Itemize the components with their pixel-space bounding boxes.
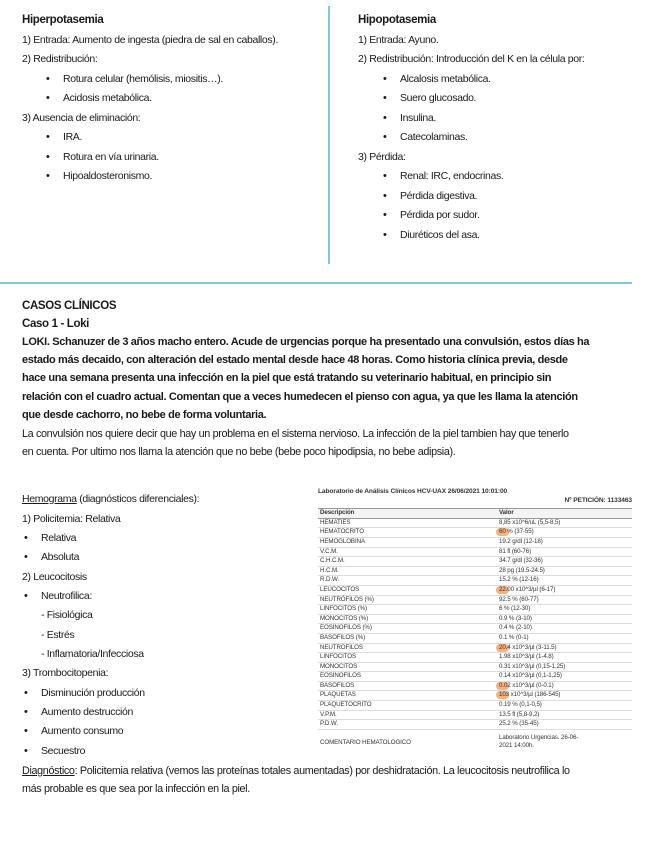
- lab-row-name: NEUTRÓFILOS (%): [320, 595, 374, 603]
- casos-heading: CASOS CLÍNICOS: [22, 300, 117, 312]
- hemograma-bullet: • Secuestro: [41, 743, 85, 759]
- lab-peticion: Nº PETICIÓN: 1133463: [564, 496, 632, 504]
- lab-row: [318, 519, 632, 529]
- lab-col-val: Valor: [499, 509, 514, 517]
- diagnostico-text-2: más probable es que sea por la infección en la piel.: [22, 783, 250, 795]
- lab-row-value: 20.4 x10^3/µl (3-11.5): [499, 643, 557, 651]
- lab-row-name: BASOFILOS: [320, 681, 355, 689]
- lab-row: [318, 548, 632, 558]
- lab-row-value: 15.2 % (12-16): [499, 576, 539, 584]
- lab-report: [318, 488, 632, 756]
- diagnostico: [22, 763, 570, 779]
- hiper-bullet: • IRA.: [63, 129, 82, 145]
- lab-row-name: HEMATOCRITO: [320, 528, 364, 536]
- vertical-divider: [328, 6, 330, 264]
- lab-row-name: BASOFILOS (%): [320, 633, 366, 641]
- lab-row-value: 28 pg (19.5-24.5): [499, 566, 545, 574]
- lab-row-name: LEUCOCITOS: [320, 585, 360, 593]
- hiper-line: 1) Entrada: Aumento de ingesta (piedra de sal en caballos).: [22, 34, 279, 46]
- hemograma-bullet: • Aumento consumo: [41, 723, 123, 739]
- lab-row-name: C.H.C.M.: [320, 557, 345, 565]
- lab-comment-name: COMENTARIO HEMATOLOGICO: [320, 738, 411, 746]
- lab-row: [318, 567, 632, 577]
- lab-row: [318, 653, 632, 663]
- lab-row-name: LINFOCITOS (%): [320, 605, 367, 613]
- lab-row: [318, 576, 632, 586]
- hemograma-bullet: • Disminución producción: [41, 685, 145, 701]
- caso-text: LOKI. Schanuzer de 3 años macho entero. Acude de urgencias porque ha presentado una convulsión, estos días ha: [22, 336, 590, 348]
- lab-rows: [318, 519, 632, 730]
- lab-row-value: 1.98 x10^3/µl (1-4.8): [499, 653, 554, 661]
- hemograma-bullet: • Relativa: [41, 530, 76, 546]
- hemograma-bullet: • Aumento destrucción: [41, 704, 133, 720]
- lab-row-value: 13.5 fl (5,8-9,2): [499, 710, 540, 718]
- lab-row-value: 92.5 % (60-77): [499, 595, 539, 603]
- lab-row-value: 0.9 % (3-10): [499, 614, 532, 622]
- lab-row-name: MONOCITOS: [320, 662, 358, 670]
- hemograma-item: 3) Trombocitopenia:: [22, 667, 109, 679]
- lab-row: [318, 557, 632, 567]
- lab-row-value: 6 % (12-30): [499, 605, 531, 613]
- lab-row-value: 19.2 g/dl (12-18): [499, 537, 543, 545]
- lab-row-value: 60 % (37-55): [499, 528, 534, 536]
- hipo-bullet: • Diuréticos del asa.: [400, 227, 480, 243]
- hipo-line: 3) Pérdida:: [358, 151, 406, 163]
- hemograma-subitem: - Inflamatoria/Infecciosa: [41, 648, 144, 660]
- lab-row: [318, 586, 632, 596]
- lab-row-value: 0.4 % (2-10): [499, 624, 532, 632]
- hemograma-bullet: • Absoluta: [41, 549, 79, 565]
- hemograma-title-rest: (diagnósticos diferenciales):: [76, 493, 200, 505]
- lab-row-value: 81 fl (60-76): [499, 547, 532, 555]
- hipo-line: 2) Redistribución: Introducción del K en la célula por:: [358, 53, 585, 65]
- lab-row: [318, 691, 632, 701]
- caso-comment: La convulsión nos quiere decir que hay un problema en el sistema nervioso. La infección de la piel tambien hay que tenerlo: [22, 428, 569, 440]
- hiper-bullet: • Rotura en vía urinaria.: [63, 149, 159, 165]
- hemograma-bullet: • Neutrofilica:: [41, 588, 92, 604]
- lab-row: [318, 634, 632, 644]
- lab-row: [318, 605, 632, 615]
- caso-text: que desde cachorro, no bebe de forma voluntaria.: [22, 409, 267, 421]
- lab-row-name: HEMOGLOBINA: [320, 537, 365, 545]
- lab-row: [318, 624, 632, 634]
- lab-row-name: P.D.W.: [320, 720, 338, 728]
- hemograma-subitem: - Estrés: [41, 629, 75, 641]
- lab-row-value: 22.00 x10^3/µl (6-17): [499, 585, 556, 593]
- hiper-bullet: • Rotura celular (hemólisis, miositis…).: [63, 71, 223, 87]
- hiper-bullet: • Hipoaldosteronismo.: [63, 168, 152, 184]
- lab-comment: [318, 734, 632, 756]
- horizontal-divider: [0, 282, 632, 284]
- lab-row-name: EOSINOFILOS: [320, 672, 361, 680]
- lab-row-name: PLAQUETOCRITO: [320, 701, 372, 709]
- hipo-bullet: • Catecolaminas.: [400, 129, 467, 145]
- hiper-line: 2) Redistribución:: [22, 53, 98, 65]
- caso-text: estado más decaido, con alteración del estado mental desde hace 48 horas. Como historia clínica previa, desde: [22, 354, 568, 366]
- lab-row-value: 8,85 x10^6/uL (5,5-8,5): [499, 518, 561, 526]
- hipo-bullet: • Pérdida digestiva.: [400, 188, 477, 204]
- lab-comment-value-2: 2021 14:00h.: [499, 741, 534, 749]
- lab-row: [318, 663, 632, 673]
- hipo-bullet: • Renal: IRC, endocrinas.: [400, 168, 503, 184]
- lab-row-value: 0.31 x10^3/µl (0,15-1,25): [499, 662, 566, 670]
- diagnostico-text: : Policitemia relativa (vemos las proteínas totales aumentadas) por deshidratación. La leucocitosis neutrofilica lo: [74, 765, 570, 777]
- caso-text: relación con el cuadro actual. Comentan que a veces humedecen el pienso con agua, ya que les llama la atención: [22, 391, 578, 403]
- hipo-bullet: • Suero glucosado.: [400, 90, 476, 106]
- lab-row: [318, 672, 632, 682]
- lab-row-name: EOSINOFILOS (%): [320, 624, 372, 632]
- lab-header: [318, 508, 632, 519]
- lab-row: [318, 720, 632, 730]
- lab-col-desc: Descripción: [320, 509, 355, 517]
- lab-row-value: 0.14 x10^3/µl (0,1-1,25): [499, 672, 562, 680]
- lab-row: [318, 682, 632, 692]
- lab-row-name: NEUTROFILOS: [320, 643, 363, 651]
- hipo-bullet: • Insulina.: [400, 110, 436, 126]
- lab-row-value: 25.2 % (35-45): [499, 720, 539, 728]
- lab-row-name: LINFOCITOS: [320, 653, 357, 661]
- lab-row-name: V.P.M.: [320, 710, 337, 718]
- lab-row-name: MONOCITOS (%): [320, 614, 369, 622]
- hiper-line: 3) Ausencia de eliminación:: [22, 112, 141, 124]
- lab-row: [318, 644, 632, 654]
- hipo-bullet: • Pérdida por sudor.: [400, 207, 480, 223]
- hiper-bullet: • Acidosis metabólica.: [63, 90, 152, 106]
- hemograma-item: 2) Leucocitosis: [22, 571, 87, 583]
- caso-text: hace una semana presenta una infección en la piel que está tratando su veterinario habitual, en principio sin: [22, 372, 552, 384]
- hipo-line: 1) Entrada: Ayuno.: [358, 34, 439, 46]
- hemograma-item: 1) Policitemia: Relativa: [22, 513, 121, 525]
- lab-title: Laboratorio de Análisis Clínicos HCV-UAX 26/06/2021 10:01:00: [318, 488, 508, 495]
- lab-row-name: R.D.W.: [320, 576, 339, 584]
- hiper-title: Hiperpotasemia: [22, 14, 104, 26]
- lab-comment-value: [499, 734, 578, 750]
- caso-comment: en cuenta. Por ultimo nos llama la atención que no bebe (bebe poco hipodipsia, no bebe adipsia).: [22, 446, 456, 458]
- lab-row-value: 0.19 % (0,1-0,5): [499, 701, 542, 709]
- lab-row: [318, 711, 632, 721]
- lab-row: [318, 538, 632, 548]
- lab-row: [318, 528, 632, 538]
- lab-row-name: H.C.M.: [320, 566, 339, 574]
- caso-title: Caso 1 - Loki: [22, 318, 90, 330]
- lab-row-value: 103 x10^3/µl (186-545): [499, 691, 561, 699]
- lab-comment-value-1: Laboratorio Urgencias. 26-06-: [499, 733, 579, 741]
- lab-row-value: 0.02 x10^3/µl (0-0.1): [499, 681, 554, 689]
- diagnostico-label: Diagnóstico: [22, 765, 75, 777]
- lab-row-name: PLAQUETAS: [320, 691, 356, 699]
- lab-row: [318, 701, 632, 711]
- hipo-title: Hipopotasemia: [358, 14, 436, 26]
- hemograma-title-label: Hemograma: [22, 493, 77, 505]
- lab-row-name: HEMATIES: [320, 518, 351, 526]
- lab-row-value: 34.7 g/dl (32-36): [499, 557, 543, 565]
- hemograma-title: [22, 491, 199, 507]
- lab-row: [318, 615, 632, 625]
- lab-row-name: V.C.M.: [320, 547, 338, 555]
- lab-row: [318, 596, 632, 606]
- hemograma-subitem: - Fisiológica: [41, 609, 93, 621]
- lab-row-value: 0.1 % (0-1): [499, 633, 529, 641]
- hipo-bullet: • Alcalosis metabólica.: [400, 71, 491, 87]
